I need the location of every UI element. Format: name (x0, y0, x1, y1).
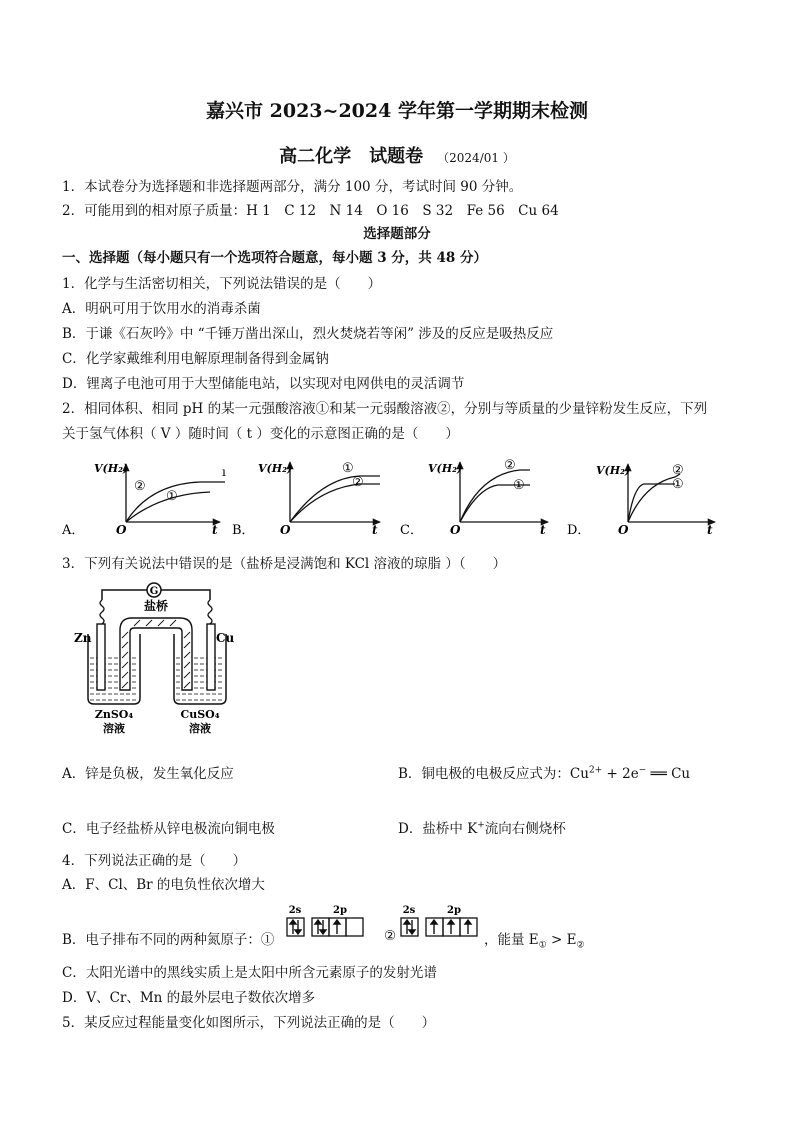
q1-option-d: D．锂离子电池可用于大型储能电站，以实现对电网供电的灵活调节 (62, 376, 465, 392)
galvanic-cell-diagram (70, 578, 250, 738)
q4-b-sub2: ② (576, 940, 585, 951)
subtitle-text: 高二化学 试题卷 (279, 146, 424, 167)
cu-electrode (207, 624, 215, 690)
q3-d-suffix: 流向右侧烧杯 (484, 821, 566, 837)
right-wire-coil (208, 600, 212, 624)
q3-b-suffix: ══ Cu (646, 766, 691, 782)
q4-b-energy-1: ，能量 E (484, 932, 539, 948)
q4-option-b-prefix: B．电子排布不同的两种氮原子：① (62, 932, 275, 948)
section-title: 选择题部分 (363, 226, 431, 242)
q2-b-yaxis: V(H₂) (258, 462, 293, 475)
q4-option-a: A．F、Cl、Br 的电负性依次增大 (62, 877, 265, 893)
q1-stem: 1．化学与生活密切相关，下列说法错误的是（ ） (62, 276, 382, 292)
part-heading: 一、选择题（每小题只有一个选项符合题意，每小题 3 分，共 48 分） (62, 250, 487, 266)
note-2: 2．可能用到的相对原子质量：H 1 C 12 N 14 O 16 S 32 Fe 56 Cu 64 (62, 203, 559, 219)
salt-bridge (120, 618, 192, 690)
q2-b-curve-1 (290, 476, 380, 522)
q2-graphs (60, 452, 750, 544)
left-beaker (88, 634, 140, 704)
q2-d-mark-1: ① (672, 477, 684, 492)
q2-label-b: B． (232, 523, 255, 538)
cu-electrode-label: Cu (216, 631, 235, 645)
q3-b-mid: + 2e (602, 766, 639, 782)
orbital1-2s-label: 2s (288, 905, 302, 916)
q2-graph-d (567, 463, 715, 538)
cuso4-solution-label: 溶液 (189, 722, 211, 735)
q2-stem-line2: 关于氢气体积（ V ）随时间（ t ）变化的示意图正确的是（ ） (62, 426, 459, 442)
q4-option-d: D．V、Cr、Mn 的最外层电子数依次增多 (62, 990, 316, 1006)
q5-stem: 5．某反应过程能量变化如图所示，下列说法正确的是（ ） (62, 1015, 436, 1031)
znso4-label: ZnSO₄ (94, 708, 134, 721)
q2-d-curve-1 (628, 484, 675, 522)
q4-b-energy-2: > E (546, 932, 577, 948)
orbital-diagram-1 (284, 902, 370, 944)
q2-c-origin: O (450, 523, 461, 537)
q2-a-mark-2: ② (134, 479, 146, 494)
orbital1-2p-label: 2p (333, 905, 347, 916)
q3-b-sup1: 2+ (588, 765, 603, 776)
zn-electrode-label: Zn (74, 631, 92, 645)
q2-label-d: D． (567, 523, 591, 538)
exam-date: （2024/01 ） (437, 151, 515, 165)
q2-d-yaxis: V(H₂) (596, 464, 631, 477)
galvanometer-label: G (149, 586, 159, 597)
q2-graph-b (232, 461, 380, 538)
page-subtitle (0, 142, 794, 168)
q3-d-prefix: D．盐桥中 K (398, 821, 478, 837)
q2-b-mark-1: ① (342, 461, 354, 476)
q2-label-c: C． (400, 523, 423, 538)
orbital2-2p-label: 2p (447, 905, 461, 916)
q2-label-a: A． (62, 523, 85, 538)
cuso4-label: CuSO₄ (180, 708, 220, 721)
q1-option-a: A．明矾可用于饮用水的消毒杀菌 (62, 301, 261, 317)
q2-d-origin: O (618, 523, 629, 537)
orbital2-2s-label: 2s (402, 905, 416, 916)
q4-stem: 4．下列说法正确的是（ ） (62, 853, 247, 869)
q2-b-xaxis: t (372, 523, 378, 537)
q2-d-xaxis: t (707, 523, 713, 537)
q1-option-c: C．化学家戴维利用电解原理制备得到金属钠 (62, 351, 329, 367)
q2-b-origin: O (280, 523, 291, 537)
q2-stem-line1: 2．相同体积、相同 pH 的某一元强酸溶液①和某一元弱酸溶液②，分别与等质量的少量锌粉发生反应，下列 (62, 401, 708, 417)
q2-graph-c (400, 458, 548, 538)
note-1: 1．本试卷分为选择题和非选择题两部分，满分 100 分，考试时间 90 分钟。 (62, 179, 523, 195)
q2-stray-mark: ı (222, 465, 226, 479)
q2-b-curve-2 (290, 484, 380, 522)
q3-option-d (398, 817, 566, 837)
q1-option-b: B．于谦《石灰吟》中 “千锤万凿出深山，烈火焚烧若等闲” 涉及的反应是吸热反应 (62, 326, 554, 342)
q2-a-yaxis: V(H₂) (94, 462, 129, 475)
q2-c-mark-2: ② (504, 458, 516, 473)
orbital-diagram-2 (398, 902, 484, 944)
q2-graph-a (61, 462, 226, 538)
q2-b-mark-2: ② (352, 475, 364, 490)
left-wire-coil (100, 600, 104, 624)
q4-option-b-mid: ② (384, 928, 397, 944)
salt-bridge-label: 盐桥 (143, 599, 169, 613)
q2-a-origin: O (116, 523, 127, 537)
q3-option-a: A．锌是负极，发生氧化反应 (62, 766, 234, 782)
q3-b-sup2: − (638, 765, 647, 776)
q2-d-mark-2: ② (672, 463, 684, 478)
page-title: 嘉兴市 2023~2024 学年第一学期期末检测 (206, 100, 588, 122)
q2-c-mark-1: ① (513, 478, 525, 493)
q4-b-sub1: ① (538, 940, 547, 951)
q2-a-xaxis: t (212, 523, 218, 537)
q2-c-xaxis: t (540, 523, 546, 537)
q2-c-yaxis: V(H₂) (428, 462, 463, 475)
q2-a-mark-1: ① (166, 489, 178, 504)
q4-option-b-suffix (484, 928, 585, 951)
q3-d-sup: + (477, 820, 485, 831)
q4-option-c: C．太阳光谱中的黑线实质上是太阳中所含元素原子的发射光谱 (62, 965, 437, 981)
q3-b-prefix: B．铜电极的电极反应式为：Cu (398, 766, 589, 782)
q3-stem: 3．下列有关说法中错误的是（盐桥是浸满饱和 KCl 溶液的琼脂 ）（ ） (62, 556, 507, 572)
q3-option-b (398, 762, 690, 782)
znso4-solution-label: 溶液 (103, 722, 125, 735)
q3-option-c: C．电子经盐桥从锌电极流向铜电极 (62, 821, 275, 837)
zn-electrode (97, 624, 105, 690)
